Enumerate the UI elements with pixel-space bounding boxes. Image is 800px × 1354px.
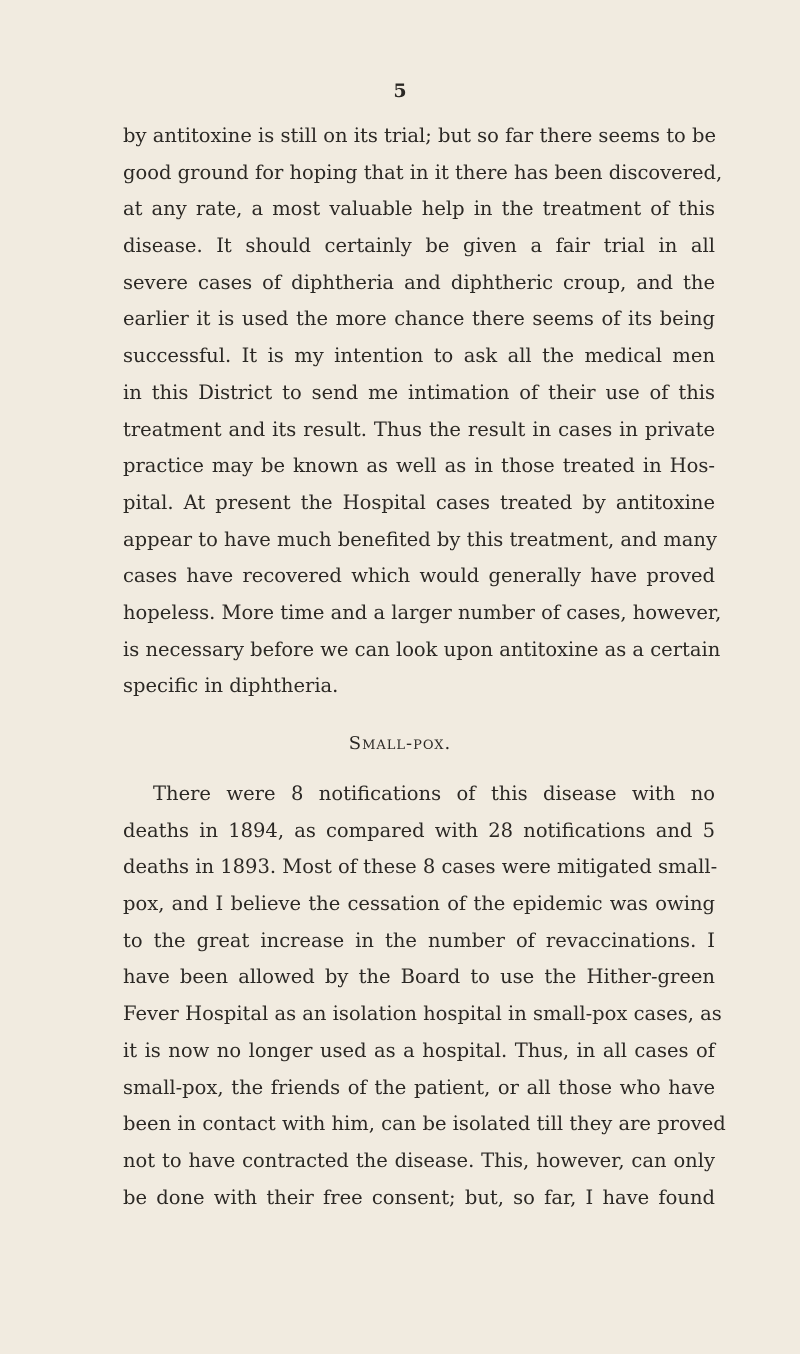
text-line: earlier it is used the more chance there seems of its being: [123, 307, 715, 331]
text-line: severe cases of diphtheria and diphtheric croup, and the: [123, 270, 715, 294]
text-line: appear to have much benefited by this treatment, and many: [123, 527, 717, 551]
text-line: Fever Hospital as an isolation hospital in small-pox cases, as: [123, 1002, 722, 1026]
text-line: been in contact with him, can be isolated till they are proved: [123, 1112, 726, 1136]
text-line: be done with their free consent; but, so far, I have found: [123, 1185, 715, 1209]
text-line: is necessary before we can look upon antitoxine as a certain: [123, 637, 721, 661]
text-line: cases have recovered which would generally have proved: [123, 564, 715, 588]
text-line: disease. It should certainly be given a fair trial in all: [123, 234, 715, 258]
page-number: 5: [393, 80, 407, 102]
text-line: by antitoxine is still on its trial; but so far there seems to be: [123, 124, 717, 147]
text-line: good ground for hoping that in it there has been discovered,: [123, 160, 723, 184]
text-line: practice may be known as well as in those treated in Hos-: [123, 454, 715, 478]
section-heading-small-pox: Small-pox.: [348, 733, 452, 754]
text-line: hopeless. More time and a larger number of cases, however,: [123, 600, 722, 624]
text-line: pital. At present the Hospital cases treated by antitoxine: [123, 490, 715, 514]
text-line: treatment and its result. Thus the result in cases in private: [123, 417, 715, 441]
text-line: There were 8 notifications of this disease with no: [153, 782, 715, 805]
text-line: not to have contracted the disease. This, however, can only: [123, 1148, 715, 1172]
text-line: successful. It is my intention to ask all the medical men: [123, 344, 715, 368]
text-line: at any rate, a most valuable help in the treatment of this: [123, 197, 715, 221]
paragraph-antitoxine: [123, 118, 723, 705]
text-line: deaths in 1893. Most of these 8 cases were mitigated small-: [123, 855, 718, 879]
paragraph-small-pox: [123, 776, 726, 1216]
text-line: have been allowed by the Board to use the Hither-green: [123, 965, 715, 989]
text-line: pox, and I believe the cessation of the epidemic was owing: [123, 892, 715, 916]
text-line: in this District to send me intimation of their use of this: [123, 380, 715, 404]
text-line: it is now no longer used as a hospital. Thus, in all cases of: [123, 1038, 715, 1062]
text-line: small-pox, the friends of the patient, or all those who have: [123, 1075, 715, 1099]
text-line: deaths in 1894, as compared with 28 notifications and 5: [123, 818, 715, 842]
text-line: to the great increase in the number of revaccinations. I: [123, 928, 715, 952]
text-line: specific in diphtheria.: [123, 674, 339, 698]
